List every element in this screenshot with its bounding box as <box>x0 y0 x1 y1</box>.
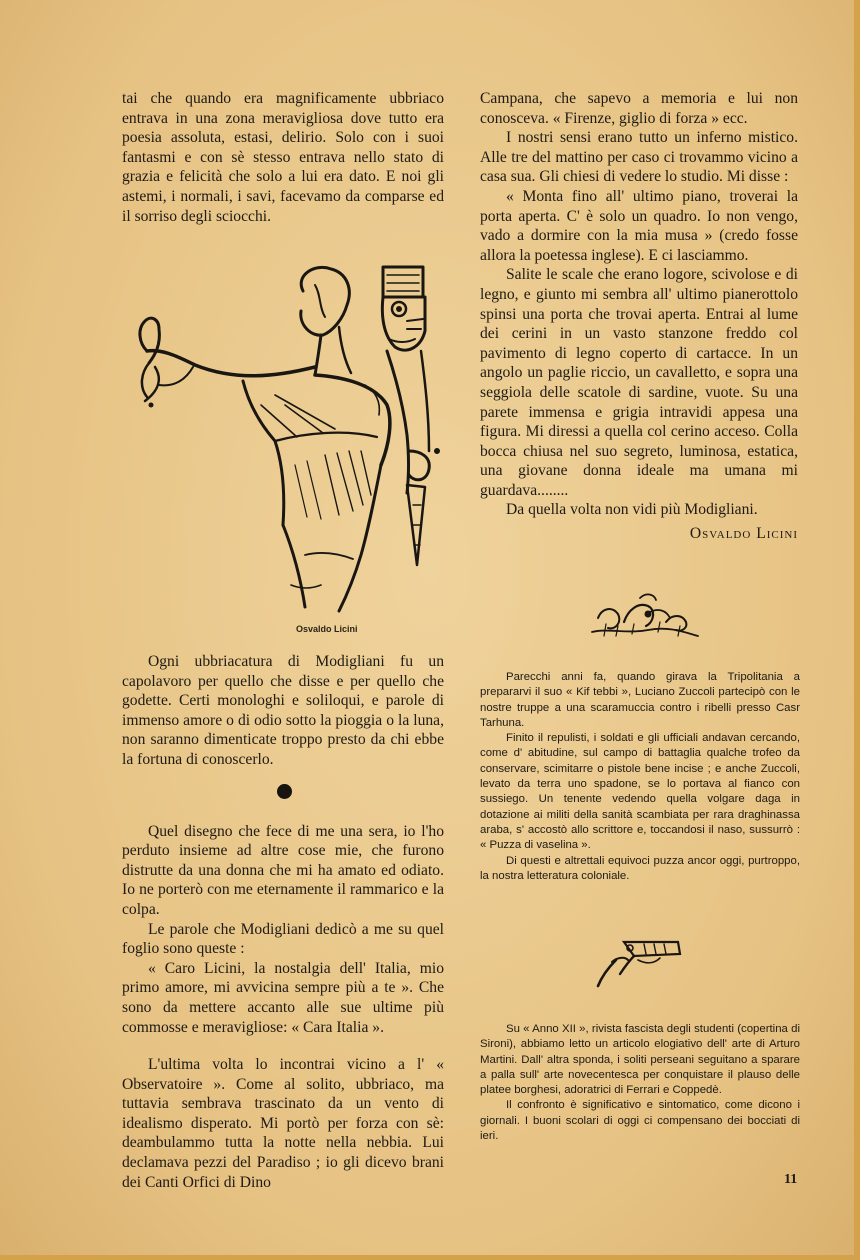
paragraph: Le parole che Modigliani dedicò a me su quel foglio sono queste : <box>122 920 444 958</box>
left-column-top <box>122 89 444 226</box>
author-signature: Osvaldo Licini <box>689 525 798 543</box>
paragraph: Il confronto è significativo e sintomatico, come dicono i giornali. I buoni scolari di oggi ci compensano dei bocciati di ieri. <box>480 1099 800 1143</box>
paragraph: I nostri sensi erano tutto un inferno mistico. Alle tre del mattino per caso ci trovammo vicino a casa sua. Gli chiesi di vedere lo studio. Mi disse : <box>480 129 798 186</box>
left-column-bottom <box>122 652 444 1192</box>
paragraph: Di questi e altrettali equivoci puzza ancor oggi, purtroppo, la nostra letteratura coloniale. <box>480 854 800 882</box>
paragraph: « Monta fino all' ultimo piano, troverai la porta aperta. C' è solo un quadro. Io non vengo, vado a dormire con la mia musa » (credo fosse allora la poetessa inglese). E ci lasciammo. <box>480 187 798 264</box>
portrait-sketch-drawing <box>125 255 445 615</box>
right-column-middle <box>480 670 800 884</box>
paragraph: « Caro Licini, la nostalgia dell' Italia, mio primo amore, mi avvicina sempre più a te ». Che sono da mettere accanto alle sue ultime più commosse e meravigliose: « Cara Italia ». <box>122 959 444 1036</box>
paragraph: tai che quando era magnificamente ubbriaco entrava in una zona meravigliosa dove tutto era poesia assoluta, estasi, delirio. Solo con i suoi fantasmi e con sè stesso entrava nello stato di grazia e felicità che solo a lui era dato. E noi gli astemi, i normali, i savi, facevamo da comparse ed il sorriso degli sciocchi. <box>122 90 444 225</box>
drawing-caption: Osvaldo Licini <box>296 624 358 634</box>
right-column-bottom <box>480 1022 800 1144</box>
page-edge-bottom <box>0 1255 860 1260</box>
page-edge-right <box>854 0 860 1260</box>
paragraph: Ogni ubbriacatura di Modigliani fu un capolavoro per quello che disse e per quello che godette. Certi monologhi e soliloqui, e parole di immenso amore o di odio sotto la pioggia o la luna, non saranno dimenticate troppo presto da chi ebbe la fortuna di conoscerlo. <box>122 653 444 768</box>
right-column-top <box>480 89 798 544</box>
paragraph: L'ultima volta lo incontrai vicino a l' « Observatoire ». Come al solito, ubbriaco, ma tuttavia sembrava trascinato da un vento di idealismo disperato. Mi portò per forza con sè: deambulammo tutta la notte nella nebbia. Lui declamava pezzi del Paradiso ; io gli dicevo brani dei Canti Orfici di Dino <box>122 1056 444 1191</box>
paragraph: Finito il repulisti, i soldati e gli ufficiali andavan cercando, come d' abitudine, sul campo di battaglia qualche trofeo da conservare, scimitarre o pistole bene incise ; e anche Zuccoli, levato da terra uno spadone, se lo portava al fianco con sussiego. Un tenente vedendo quella volgare daga in dotazione ai militi della sanità scambiata per rara draghinassa araba, s' accostò allo scrittore e, toccandosi il naso, sussurrò : « Puzza di vaselina ». <box>480 732 800 852</box>
page-number: 11 <box>784 1172 798 1187</box>
section-separator-dot <box>277 784 292 799</box>
paragraph: Parecchi anni fa, quando girava la Tripolitania a prepararvi il suo « Kif tebbi », Luciano Zuccoli partecipò con le nostre truppe a una scaramuccia contro i ribelli presso Casr Tarhuna. <box>480 671 800 729</box>
paragraph: Quel disegno che fece di me una sera, io l'ho perduto insieme ad altre cose mie, che furono distrutte da una donna che mi ha amato ed odiato. Io ne porterò con me eternamente il rammarico e la colpa. <box>122 822 444 918</box>
paragraph: Su « Anno XII », rivista fascista degli studenti (copertina di Sironi), abbiamo letto un articolo elogiativo dell' arte di Arturo Martini. Dall' altra sponda, i soliti perseani seguitano a sparare a palla sull' arte novecentesca per conquistare il plauso delle platee borghesi, adoratrici di Ferrari e Coppedè. <box>480 1023 800 1097</box>
paragraph: Salite le scale che erano logore, scivolose e di legno, e giunto mi sembra all' ultimo pianerottolo spinsi una porta che trovai aperta. Entrai al lume dei cerini in un vasto stanzone freddo col pavimento di legno coperto di cartacce. In un angolo un paglie riccio, un cavalletto, e sopra una seggiola delle scatole di sardine, vuote. Su una parete immensa e grigia intravidi appesa una figura. Mi diressi a quella col cerino acceso. Colla bocca chiusa nel suo segreto, luminosa, estatica, una giovane donna ideale ma umana mi guardava........ <box>480 266 798 499</box>
paragraph: Campana, che sapevo a memoria e lui non conosceva. « Firenze, giglio di forza » ecc. <box>480 90 798 127</box>
hand-sketch-ornament <box>594 934 686 990</box>
paragraph: Da quella volta non vidi più Modigliani. <box>506 501 758 519</box>
vignette-ornament <box>588 588 700 644</box>
